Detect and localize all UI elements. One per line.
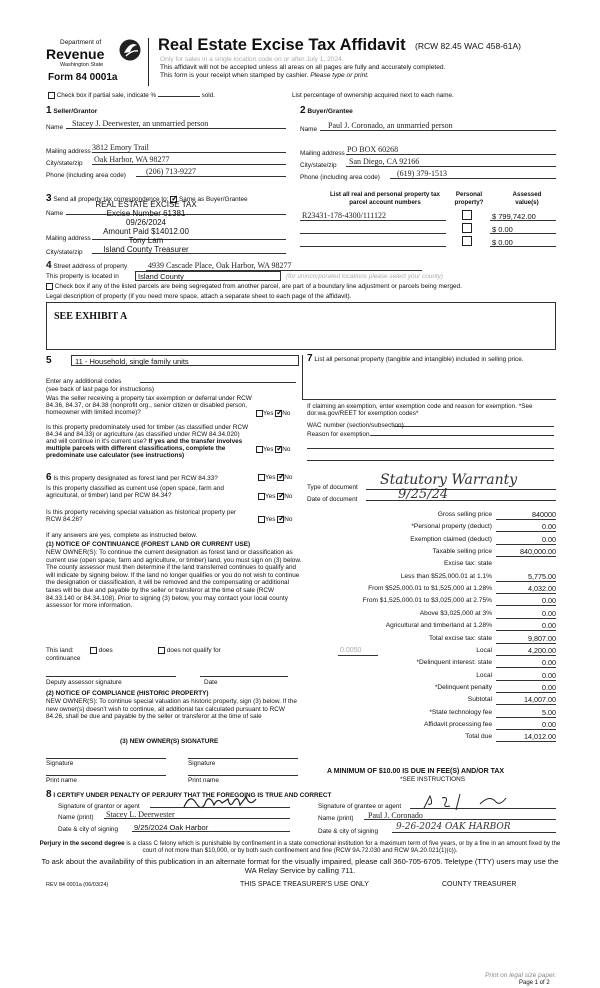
current-use-no-label: No [284, 493, 293, 501]
grantee-signature-icon [420, 792, 520, 812]
timber-yes-label: Yes [263, 446, 274, 454]
parcel-h2b: property? [454, 199, 484, 206]
calc-row-value[interactable]: 0.00 [542, 534, 556, 544]
additional-codes-line [140, 382, 296, 383]
timber-no-label: No [282, 446, 291, 454]
perjury-text: is a class C felony which is punishable by confinement in a state correctional institution for a maximum term of five years, or by a fine in an amount fixed by the court of not more than $10,000, or by both such confinement and fine (RCW 9A.72.030 and RCW 9A.20.021(1)(c)). [126, 840, 561, 854]
logo-mark-icon [118, 38, 142, 62]
calc-row-line [496, 643, 556, 644]
calc-row [300, 732, 558, 743]
calc-row-label: *Delinquent penalty [434, 683, 492, 691]
calc-row-value[interactable]: 0.00 [542, 658, 556, 668]
grantee-name-label: Name (print) [318, 815, 354, 822]
exemption-yes-label: Yes [263, 410, 274, 418]
calc-row-label: Exemption claimed (deduct) [410, 535, 492, 543]
calc-row [300, 683, 558, 694]
segregated-label: Check box if any of the listed parcels are being segregated from another parcel, are part of a boundary line adjustment or parcels being merged. [54, 283, 462, 291]
calc-row [300, 559, 558, 570]
section-1-number: 1 [46, 105, 52, 116]
reason-label: Reason for exemption [307, 431, 370, 438]
same-as-buyer-label: Same as Buyer/Grantee [179, 196, 248, 203]
grantee-date-label: Date & city of signing [318, 828, 379, 835]
does-checkbox[interactable] [90, 647, 97, 654]
notice-italic: Please type or print. [310, 72, 369, 79]
header-divider [148, 38, 149, 86]
street-row [46, 260, 127, 271]
calc-row-line [496, 531, 556, 532]
calc-row-value[interactable]: 0.00 [542, 719, 556, 729]
exemption-yn [256, 410, 290, 417]
legal-desc-value: SEE EXHIBIT A [54, 311, 128, 322]
current-use-yes-checkbox[interactable] [258, 493, 265, 500]
tax-corr-city-label: City/state/zip [46, 249, 83, 256]
calc-row-line [496, 593, 556, 594]
calc-row [300, 634, 558, 645]
section-7-number: 7 [307, 353, 313, 364]
dept-line2: Revenue [46, 46, 105, 62]
timber-question [46, 424, 252, 459]
seller-name[interactable]: Stacey J. Deerwester, an unmarried person [72, 119, 209, 128]
current-use-question: Is this property classified as current use (open space, farm and agricultural, or timber) land per RCW 84.34? [46, 485, 224, 499]
seller-phone[interactable]: (206) 713-9227 [146, 167, 196, 176]
section-5-number: 5 [46, 355, 52, 366]
calc-row [300, 522, 558, 533]
parcel-h3b: value(s) [515, 199, 539, 206]
exemption-question: Was the seller receiving a property tax exemption or deferral under RCW 84.36, 84.37, or 84.38 (nonprofit org., senior citizen or disabled person, homeowner with limited income)? [46, 395, 252, 416]
calc-row [300, 695, 558, 706]
seller-title: Seller/Grantor [53, 108, 98, 115]
parcel-h1b: parcel account numbers [349, 199, 421, 206]
alt-format-note: To ask about the availability of this publication in an alternate format for the visually impaired, please call 360-705-6705. Teletype (TTY) users may use the WA Relay Service by calling 711. [41, 857, 559, 875]
exemption-yes-checkbox[interactable] [256, 410, 263, 417]
notice-continuance-title: (1) NOTICE OF CONTINUANCE (FOREST LAND OR CURRENT USE) [46, 541, 251, 548]
personal-property-checkbox-1[interactable] [462, 210, 472, 220]
calc-row-line [496, 680, 556, 681]
grantee-name[interactable]: Paul J. Coronado [368, 811, 423, 820]
does-not-row [158, 647, 221, 654]
deputy-sig-line[interactable] [46, 676, 176, 677]
current-use-yn [258, 493, 292, 500]
forest-no-checkbox[interactable] [277, 474, 284, 481]
grantor-date[interactable]: 9/25/2024 Oak Harbor [134, 823, 209, 832]
calc-row-label: Local [476, 646, 492, 654]
calc-row-label: Total excise tax: state [428, 634, 492, 642]
parcel-value-2[interactable]: $ 0.00 [492, 225, 513, 234]
reason-line-1[interactable] [370, 435, 554, 436]
personal-property-checkbox-3[interactable] [462, 236, 472, 246]
calc-row-value[interactable]: 0.00 [542, 670, 556, 680]
calc-row-line [496, 556, 556, 557]
historic-question: Is this property receiving special valuation as historical property per RCW 84.26? [46, 509, 237, 523]
parcel-row-line-3 [300, 246, 446, 247]
seller-name-line [66, 128, 286, 129]
personal-property-label [307, 355, 557, 363]
calc-row [300, 535, 558, 546]
use-code-value: 11 - Household, single family units [75, 357, 189, 366]
doc-type-value[interactable]: Statutory Warranty [380, 472, 518, 488]
calc-row-value[interactable]: 14,012.00 [524, 732, 556, 742]
owner-sig-line-1[interactable] [46, 758, 166, 759]
buyer-mail-line [346, 154, 556, 155]
tax-corr-name-label: Name [46, 210, 64, 217]
timber-yn [256, 446, 290, 453]
section-2-number: 2 [300, 105, 306, 116]
section-8-number: 8 [46, 789, 52, 800]
doc-type-line [366, 489, 556, 490]
owner-sig-label-1: Signature [46, 760, 74, 767]
county-treasurer: COUNTY TREASURER [442, 881, 517, 888]
calc-row-label: Agricultural and timberland at 1.28% [385, 622, 492, 630]
additional-codes-label: Enter any additional codes [46, 378, 122, 385]
buyer-name-line [320, 130, 556, 131]
minimum-due-note: A MINIMUM OF $10.00 IS DUE IN FEE(S) AND/OR TAX [327, 768, 505, 775]
forest-yn [258, 474, 292, 481]
rev-number: REV 84 0001a (06/03/24) [46, 882, 109, 888]
forest-question [46, 474, 254, 482]
calc-row-label: *Personal property (deduct) [411, 523, 492, 531]
does-not-checkbox[interactable] [158, 647, 165, 654]
owner-print-line-2[interactable] [188, 775, 298, 776]
forest-question-text: Is this property designated as forest land per RCW 84.33? [53, 475, 218, 482]
calc-row-value[interactable]: 0.00 [542, 608, 556, 618]
buyer-city-line [346, 166, 556, 167]
does-label: does [98, 647, 113, 655]
calc-row-label: *Delinquent interest: state [416, 659, 492, 667]
form-title: Real Estate Excise Tax Affidavit [158, 36, 406, 54]
calc-row [300, 510, 558, 521]
grantor-date-label: Date & city of signing [58, 826, 119, 833]
forest-yes-label: Yes [265, 474, 276, 482]
calc-row [300, 720, 558, 731]
rcw-ref: (RCW 82.45 WAC 458-61A) [415, 41, 521, 51]
buyer-name[interactable]: Paul J. Coronado, an unmarried person [328, 121, 453, 130]
historic-yes-label: Yes [265, 516, 276, 524]
calc-row-value[interactable]: 0.00 [542, 682, 556, 692]
partial-sale-label: Check box if partial sale, indicate % [56, 92, 157, 100]
calc-row-label: Subtotal [467, 696, 492, 704]
doc-date-line [366, 500, 556, 501]
seller-mail-label: Mailing address [46, 148, 91, 155]
tax-corr-label: Send all property tax correspondence to: [53, 196, 169, 203]
stamp-line-2: Excise Number 61381 [106, 209, 186, 218]
calc-row [300, 609, 558, 620]
calc-row-line [496, 692, 556, 693]
section-4-number: 4 [46, 260, 52, 271]
deputy-date-label: Date [204, 679, 218, 686]
parcel-value-1[interactable]: $ 799,742.00 [492, 212, 536, 221]
timber-question-bold: If yes and the transfer involves multiple parcels with different classifications, complete the predominate use calculator (see instructions) [46, 438, 243, 459]
does-not-label: does not qualify for [166, 647, 221, 655]
stamp-line-1: REAL ESTATE EXCISE TAX [95, 200, 197, 209]
seller-city[interactable]: Oak Harbor, WA 98277 [94, 155, 170, 164]
treasurer-stamp [86, 200, 206, 254]
parcel-h3: Assessed [512, 191, 542, 198]
buyer-phone[interactable]: (619) 379-1513 [397, 169, 447, 178]
calc-row-label: Local [476, 671, 492, 679]
calc-row-value[interactable]: 14,007.00 [524, 695, 556, 705]
calc-row [300, 671, 558, 682]
personal-property-text: List all personal property (tangible and intangible) included in selling price. [314, 356, 524, 363]
treasurer-only: THIS SPACE TREASURER'S USE ONLY [240, 881, 369, 888]
exemption-no-label: No [282, 410, 291, 418]
calc-row-label: Affidavit processing fee [423, 720, 492, 728]
legal-desc-label: Legal description of property (if you need more space, attach a separate sheet to each page of the affidavit). [46, 293, 352, 300]
calc-row-line [496, 704, 556, 705]
parcel-row-line-2 [300, 233, 446, 234]
segregated-checkbox[interactable] [46, 283, 53, 290]
calc-row [300, 658, 558, 669]
calc-row-line [496, 519, 556, 520]
perjury-note [38, 840, 562, 854]
calc-row-line [496, 605, 556, 606]
new-owner-sig-title: (3) NEW OWNER(S) SIGNATURE [120, 738, 219, 745]
section-6-number: 6 [46, 472, 52, 483]
calc-row-value[interactable]: 5.00 [542, 707, 556, 717]
calc-row [300, 584, 558, 595]
stamp-line-5: Tony Lam [128, 236, 164, 245]
see-instructions-note: *SEE INSTRUCTIONS [400, 776, 465, 783]
partial-percent-field[interactable] [158, 96, 200, 97]
calc-row [300, 547, 558, 558]
calc-row [300, 646, 558, 657]
historic-no-label: No [284, 516, 293, 524]
notice-line2-text: This form is your receipt when stamped by cashier. [160, 72, 309, 79]
calc-row-line [496, 729, 556, 730]
dept-line1: Department of [60, 39, 102, 46]
calc-row-value[interactable]: 840000 [532, 510, 556, 519]
grantee-date[interactable]: 9-26-2024 OAK HARBOR [396, 822, 511, 832]
personal-property-line [302, 399, 556, 400]
calc-row-label: Excise tax: state [443, 560, 492, 568]
owner-print-line-1[interactable] [46, 775, 166, 776]
legal-desc-box[interactable] [46, 302, 556, 350]
parcel-header-1 [300, 191, 470, 207]
page-number: Page 1 of 2 [519, 980, 550, 986]
calc-row [300, 596, 558, 607]
notice-grey: Only for sales in a single location code on or after July 1, 2024. [160, 56, 344, 63]
grantee-sig-label: Signature of grantee or agent [318, 803, 402, 810]
calc-row-value[interactable]: 5,775.00 [528, 571, 556, 581]
parcel-value-3[interactable]: $ 0.00 [492, 238, 513, 247]
calc-row-label: Gross selling price [437, 511, 492, 518]
calc-row-value[interactable]: 4,032.00 [528, 584, 556, 594]
buyer-city[interactable]: San Diego, CA 92166 [349, 157, 420, 166]
stamp-line-6: Island County Treasurer [103, 245, 189, 254]
deputy-sig-label: Deputy assessor signature [46, 679, 122, 686]
calc-row-value[interactable]: 0.00 [542, 621, 556, 631]
calc-row-value[interactable]: 840,000.00 [520, 547, 556, 557]
county-value: Island County [138, 272, 184, 281]
grantor-name-label: Name (print) [58, 814, 94, 821]
calc-row-label: Total due [465, 733, 492, 741]
tax-corr-mail-label: Mailing address [46, 235, 91, 242]
historic-yes-checkbox[interactable] [258, 516, 265, 523]
legal-paper-note: Print on legal size paper. [485, 972, 557, 979]
dor-logo [38, 38, 146, 86]
notice-continuance-body: NEW OWNER(S): To continue the current designation as forest land or classification as current use (open space, farm and agriculture, or timber) land, you must sign on (3) below. The county assessor must then determine if the land transferred continues to qualify and will indicate by signing below. If the land no longer qualifies or you do not wish to continue the designation or classification, it will be removed and the compensating or additional taxes will be due and payable by the seller or transferor at the time of sale (RCW 84.33.140 or 84.34.108). Prior to signing (3) below, you may contact your local county assessor for more information. [46, 549, 302, 610]
local-rate-line [338, 655, 378, 656]
calc-row-line [496, 581, 556, 582]
grantor-signature-icon [180, 791, 260, 813]
county-hint: (for unincorporated locations please select your county) [286, 273, 444, 280]
buyer-mail-label: Mailing address [300, 150, 345, 157]
county-label: This property is located in [46, 273, 119, 280]
forest-no-label: No [284, 474, 293, 482]
parcel-h2: Personal [455, 191, 483, 198]
section-3-number: 3 [46, 193, 52, 204]
calc-row-line [496, 741, 556, 742]
street-address[interactable]: 4939 Cascade Place, Oak Harbor, WA 98277 [148, 261, 292, 270]
buyer-heading [300, 105, 353, 116]
partial-sale-row [48, 92, 215, 99]
seller-city-line [92, 164, 286, 165]
exemption-no-checkbox[interactable] [275, 410, 282, 417]
seller-phone-line [136, 176, 286, 177]
calc-row [300, 708, 558, 719]
notice-line1: This affidavit will not be accepted unless all areas on all pages are fully and accurately completed. [160, 64, 446, 71]
calc-row-label: Less than $525,000.01 at 1.1% [400, 572, 492, 580]
buyer-phone-line [390, 178, 556, 179]
reason-line-2[interactable] [307, 448, 554, 449]
wac-line[interactable] [394, 426, 554, 427]
ownership-note: List percentage of ownership acquired next to each name. [292, 92, 454, 99]
calc-row-label: From $525,000.01 to $1,525,000 at 1.28% [368, 585, 492, 593]
parcel-header-2 [448, 191, 490, 207]
segregated-row [46, 283, 462, 290]
local-rate-value[interactable]: 0.0050 [340, 646, 362, 654]
seller-city-label: City/state/zip [46, 160, 83, 167]
grantee-date-line [392, 832, 556, 833]
parcel-number-1[interactable]: R23431-178-4300/111122 [302, 211, 386, 220]
calc-row-line [496, 667, 556, 668]
historic-no-checkbox[interactable] [277, 516, 284, 523]
form-number: Form 84 0001a [48, 72, 118, 83]
certify-text: I CERTIFY UNDER PENALTY OF PERJURY THAT THE FOREGOING IS TRUE AND CORRECT [53, 792, 332, 799]
buyer-title: Buyer/Grantee [307, 108, 353, 115]
calc-row-line [496, 630, 556, 631]
calc-row-value[interactable]: 9,807.00 [528, 633, 556, 643]
current-use-no-checkbox[interactable] [277, 493, 284, 500]
buyer-name-label: Name [300, 126, 318, 133]
seller-phone-label: Phone (including area code) [46, 172, 126, 179]
reason-line-3[interactable] [307, 460, 554, 461]
calc-row-label: Taxable selling price [432, 548, 492, 556]
doc-date-value[interactable]: 9/25/24 [398, 487, 449, 502]
calc-row-value[interactable]: 4,200.00 [528, 645, 556, 655]
if-yes-note: If any answers are yes, complete as instructed below. [46, 532, 198, 539]
doc-date-label: Date of document [307, 496, 358, 503]
street-label: Street address of property [53, 263, 128, 270]
stamp-line-3: 09/26/2024 [125, 218, 167, 227]
partial-sale-post: sold. [201, 92, 215, 100]
timber-no-checkbox[interactable] [275, 446, 282, 453]
stamp-line-4: Amount Paid $14012.00 [103, 227, 189, 236]
notice-line2 [160, 72, 369, 79]
calc-row-label: From $1,525,000.01 to $3,025,000 at 2.75% [362, 597, 492, 605]
seller-heading [46, 105, 97, 116]
additional-codes-note: (see back of last page for instructions) [46, 386, 154, 393]
sec7-divider [302, 355, 303, 399]
calc-row-line [496, 618, 556, 619]
calc-row-value[interactable]: 0.00 [542, 596, 556, 606]
perjury-bold: Perjury in the second degree [39, 840, 125, 847]
buyer-city-label: City/state/zip [300, 162, 337, 169]
forest-yes-checkbox[interactable] [258, 474, 265, 481]
owner-sig-line-2[interactable] [188, 758, 298, 759]
dept-line3: Washington State [60, 62, 104, 68]
does-row [90, 647, 113, 654]
deputy-date-line[interactable] [200, 676, 288, 677]
this-land-label: This land: [46, 647, 74, 654]
seller-mail-line [92, 152, 286, 153]
current-use-yes-label: Yes [265, 493, 276, 501]
buyer-phone-label: Phone (including area code) [300, 174, 380, 181]
calc-row-line [496, 544, 556, 545]
calc-row-line [496, 717, 556, 718]
owner-sig-label-2: Signature [188, 760, 216, 767]
timber-yes-checkbox[interactable] [256, 446, 263, 453]
continuance-label: continuance [46, 655, 81, 662]
notice-compliance-body: NEW OWNER(S): To continue special valuation as historic property, sign (3) below. If the new owner(s) doesn't wish to continue, all additional tax calculated pursuant to RCW 84.26, shall be due and payable by the seller or transferor at the time of sale [46, 698, 297, 721]
calc-row [300, 572, 558, 583]
historic-yn [258, 516, 292, 523]
buyer-mail[interactable]: PO BOX 60268 [347, 145, 399, 154]
notice-compliance-title: (2) NOTICE OF COMPLIANCE (HISTORIC PROPERTY) [46, 690, 209, 697]
calc-row-label: Above $3,025,000 at 3% [419, 609, 492, 617]
calc-row-label: *State technology fee [429, 708, 492, 716]
wac-label: WAC number (section/subsection) [307, 422, 404, 429]
parcel-h1: List all real and personal property tax [329, 191, 441, 198]
calc-row [300, 621, 558, 632]
personal-property-checkbox-2[interactable] [462, 223, 472, 233]
parcel-header-3 [498, 191, 556, 207]
owner-print-label-2: Print name [188, 777, 219, 784]
partial-sale-checkbox[interactable] [48, 92, 55, 99]
seller-name-label: Name [46, 124, 64, 131]
parcel-row-line-1 [300, 220, 446, 221]
exemption-label: If claiming an exemption, enter exemption code and reason for exemption. *See dor.wa.gov/REET for exemption codes* [307, 403, 533, 418]
calc-row-value[interactable]: 0.00 [542, 522, 556, 532]
timber-question-text: Is this property predominately used for timber (as classified under RCW 84.34 and 84.33) or agriculture (as classified under RCW 84.34.020) and will continue in it's current use? [46, 424, 249, 445]
grantor-sig-label: Signature of grantor or agent [58, 803, 140, 810]
doc-type-label: Type of document [307, 484, 358, 491]
calc-row-line [496, 655, 556, 656]
grantor-name[interactable]: Stacey L. Deerwester [106, 810, 175, 819]
seller-mail[interactable]: 3812 Emory Trail [92, 143, 149, 152]
owner-print-label-1: Print name [46, 777, 77, 784]
